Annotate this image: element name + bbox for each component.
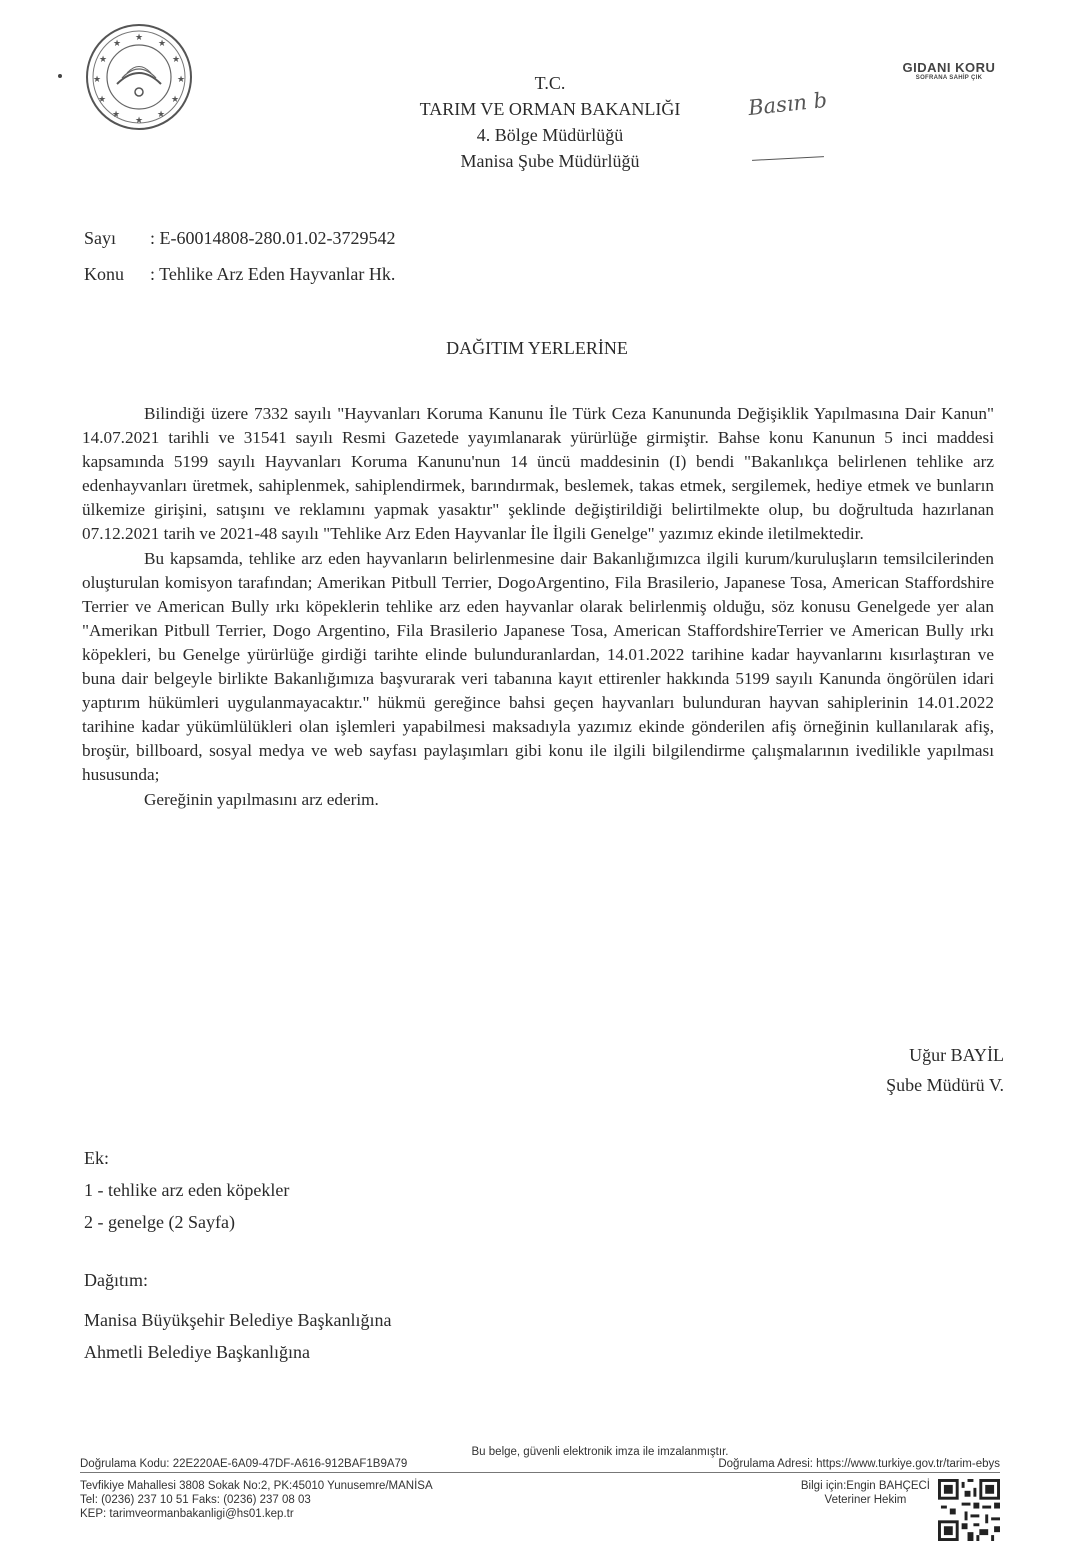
brand-logo-title: GIDANI KORU [902,60,996,75]
office-kep: KEP: tarimveormanbakanligi@hs01.kep.tr [80,1508,294,1520]
svg-text:★: ★ [172,55,181,65]
attachments [84,1142,289,1238]
office-address: Tevfikiye Mahallesi 3808 Sokak No:2, PK:45010 Yunusemre/MANİSA [80,1480,433,1492]
verification-address: Doğrulama Adresi: https://www.turkiye.gov.tr/tarim-ebys [718,1458,1000,1470]
svg-text:★: ★ [99,55,108,65]
contact-person: Bilgi için:Engin BAHÇECİ [800,1480,930,1492]
esign-note: Bu belge, güvenli elektronik imza ile imzalanmıştır. [471,1446,729,1458]
meta-konu-label: Konu [84,264,124,284]
svg-text:★: ★ [135,116,144,126]
distribution-label: Dağıtım: [84,1270,148,1290]
addressee: DAĞITIM YERLERİNE [446,338,628,358]
brand-logo [884,60,1014,81]
attachments-label: Ek: [84,1148,109,1168]
svg-text:★: ★ [112,110,121,120]
ministry-seal-logo [84,22,194,132]
meta-konu-value: : Tehlike Arz Eden Hayvanlar Hk. [150,264,396,284]
meta-sayi-value: : E-60014808-280.01.02-3729542 [150,228,396,248]
office-address-block [80,1479,433,1541]
distribution-item: Manisa Büyükşehir Belediye Başkanlığına [84,1310,392,1330]
footer [80,1446,1000,1541]
letterhead-ministry: TARIM VE ORMAN BAKANLIĞI [419,99,681,119]
letterhead-region: 4. Bölge Müdürlüğü [476,125,624,145]
brand-logo-subtitle: SOFRANA SAHİP ÇIK [915,75,983,81]
meta-sayi-label: Sayı [84,228,117,248]
letterhead-branch: Manisa Şube Müdürlüğü [460,151,640,171]
verification-code: Doğrulama Kodu: 22E220AE-6A09-47DF-A616-912BAF1B9A79 [80,1458,408,1470]
meta-konu [84,264,395,285]
meta-sayi [84,228,395,249]
svg-text:★: ★ [157,110,166,120]
svg-text:★: ★ [113,39,122,49]
attachment-item: 1 - tehlike arz eden köpekler [84,1180,290,1200]
letterhead-tc: T.C. [534,73,566,93]
svg-text:★: ★ [158,39,167,49]
verification-row [80,1458,1000,1473]
contact-row [80,1479,1000,1541]
scan-mark [58,74,62,78]
signatory-name: Uğur BAYİL [909,1045,1004,1065]
svg-text:★: ★ [135,33,144,43]
office-phone: Tel: (0236) 237 10 51 Faks: (0236) 237 08 03 [80,1494,311,1506]
svg-text:★: ★ [177,75,186,85]
contact-person-block [801,1479,1000,1541]
letterhead [340,70,760,174]
distribution-item: Ahmetli Belediye Başkanlığına [84,1342,310,1362]
letter-body [82,402,994,812]
svg-text:★: ★ [93,75,102,85]
svg-text:★: ★ [98,95,107,105]
distribution [84,1264,391,1368]
signature-block [820,1040,1004,1100]
contact-title: Veteriner Hekim [824,1494,907,1506]
signatory-title: Şube Müdürü V. [886,1075,1004,1095]
qr-code-icon [938,1479,1000,1541]
handwritten-note: Basın b [746,87,829,121]
body-paragraph-2: Bu kapsamda, tehlike arz eden hayvanların belirlenmesine dair Bakanlığımızca ilgili kurum/kuruluşların temsilcilerinden oluşturulan komisyon tarafından; Amerikan Pitbull Terrier, DogoArgentino, Fila Brasilerio, Japanese Tosa, American Staffordshire Terrier ve American Bully ırkı köpeklerin tehlike arz eden hayvanlar olarak belirlenmiş olduğu, söz konusu Genelgede yer alan "Amerikan Pitbull Terrier, Dogo Argentino, Fila Brasilerio Japanese Tosa, American StaffordshireTerrier ve American Bully ırkı köpekleri, bu Genelge yürürlüğe girdiği tarihte elinde bulunduranlardan, 14.01.2022 tarihine kadar hayvanlarını kısırlaştıran ve buna dair belgeyle birlikte Bakanlığımıza başvurarak veri tabanına kayıt ettirenler hakkında 5199 sayılı Kanunda öngörülen idari yaptırım hükümleri uygulanmayacaktır." hükmü gereğince bahsi geçen hayvanları bulunduran hayvan sahiplerinin 14.01.2022 tarihine kadar yükümlülükleri olan işlemleri yapabilmesi maksadıyla yazımız ekinde gönderilen afiş örneğinin kullanılarak afiş, broşür, billboard, sosyal medya ve web sayfası paylaşımları gibi konu ile ilgili bilgilendirme çalışmalarının ivedilikle yapılması hususunda; [82,548,994,785]
body-paragraph-1: Bilindiği üzere 7332 sayılı "Hayvanları Koruma Kanunu İle Türk Ceza Kanununda Değişiklik Yapılmasına Dair Kanun" 14.07.2021 tarihli ve 31541 sayılı Resmi Gazetede yayımlanarak yürürlüğe girmiştir. Bahse konu Kanunun 5 inci maddesi kapsamında 5199 sayılı Hayvanları Koruma Kanunu'nun 14 üncü maddesinin (I) bendi "Bakanlıkça belirlenen tehlike arz edenhayvanları üretmek, sahiplenmek, sahiplendirmek, barındırmak, beslemek, takas etmek, sergilemek, hediye etmek ve bunların ülkemize girişini, satışını ve reklamını yapmak yasaktır" şeklinde değiştirildiği belirtilmekte olup, bu doğrultuda hazırlanan 07.12.2021 tarih ve 2021-48 sayılı "Tehlike Arz Eden Hayvanlar İle İlgili Genelge" yazımız ekinde iletilmektedir. [82,404,994,544]
attachment-item: 2 - genelge (2 Sayfa) [84,1212,235,1232]
handwritten-underline [752,156,824,161]
body-paragraph-3: Gereğinin yapılmasını arz ederim. [144,789,379,809]
svg-text:★: ★ [171,95,180,105]
